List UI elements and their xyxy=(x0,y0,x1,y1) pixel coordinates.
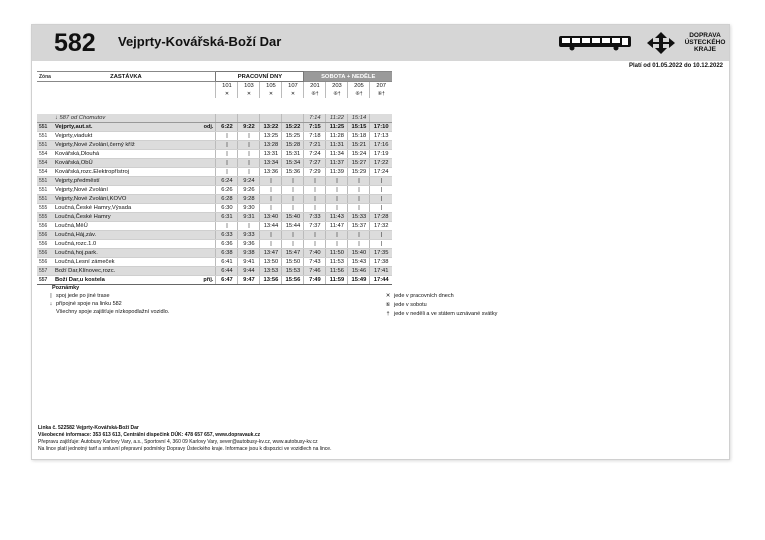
departure-time: 6:41 xyxy=(216,258,238,267)
connection-time xyxy=(370,114,392,123)
departure-time: 7:29 xyxy=(304,168,326,177)
departure-time: 11:43 xyxy=(326,213,348,222)
notes-section xyxy=(46,284,169,316)
stop-name: Vejprty,předměstí xyxy=(53,177,199,186)
departure-time: | xyxy=(260,231,282,240)
departure-time: 17:38 xyxy=(370,258,392,267)
stop-flag: odj. xyxy=(199,123,216,132)
note-item xyxy=(46,300,169,308)
trip-number: 203 xyxy=(326,82,348,90)
departure-time: | xyxy=(370,195,392,204)
departure-time: 15:56 xyxy=(282,276,304,285)
departure-time: | xyxy=(370,204,392,213)
departure-time: | xyxy=(282,186,304,195)
departure-time: | xyxy=(326,186,348,195)
zone-cell: 554 xyxy=(37,150,53,159)
stop-flag xyxy=(199,177,216,186)
footer-line-name: Linka č. 522582 Vejprty-Kovářská-Boží Dar xyxy=(38,425,139,431)
trip-number: 107 xyxy=(282,82,304,90)
departure-time: 17:44 xyxy=(370,276,392,285)
departure-time: 9:30 xyxy=(238,204,260,213)
departure-time: 17:10 xyxy=(370,123,392,132)
departure-time: | xyxy=(348,177,370,186)
stop-flag: příj. xyxy=(199,276,216,285)
trip-codes-row xyxy=(37,90,392,98)
departure-time: 13:22 xyxy=(260,123,282,132)
stop-name: Boží Dar,u kostela xyxy=(53,276,199,285)
departure-time: 9:33 xyxy=(238,231,260,240)
weekday-icon: ✕ xyxy=(385,293,391,299)
operator-name xyxy=(678,32,732,53)
departure-time: 15:40 xyxy=(348,249,370,258)
zone-cell: 556 xyxy=(37,240,53,249)
zone-cell: 557 xyxy=(37,276,53,285)
table-row xyxy=(37,168,392,177)
legend-item xyxy=(382,301,497,310)
table-row xyxy=(37,123,392,132)
stop-name: Loučná,Háj,záv. xyxy=(53,231,199,240)
departure-time: | xyxy=(216,132,238,141)
legend-text: jede v sobotu xyxy=(394,302,427,308)
connection-time xyxy=(260,114,282,123)
departure-time: 13:47 xyxy=(260,249,282,258)
departure-time: | xyxy=(260,195,282,204)
departure-time: 6:38 xyxy=(216,249,238,258)
stop-name: Vejprty,aut.st. xyxy=(53,123,199,132)
bus-icon xyxy=(558,35,632,51)
departure-time: 13:40 xyxy=(260,213,282,222)
connection-time: 11:22 xyxy=(326,114,348,123)
departure-time: 7:43 xyxy=(304,258,326,267)
legend-text: jede v pracovních dnech xyxy=(394,293,454,299)
departure-time: 6:30 xyxy=(216,204,238,213)
zone-cell: 551 xyxy=(37,123,53,132)
connection-note: ↓ 587 od Chomutov xyxy=(53,114,199,123)
departure-time: | xyxy=(348,204,370,213)
stop-flag xyxy=(199,213,216,222)
departure-time: 11:47 xyxy=(326,222,348,231)
departure-time: 9:38 xyxy=(238,249,260,258)
stop-name: Loučná,České Hamry xyxy=(53,213,199,222)
operator-line-1: DOPRAVA xyxy=(689,32,721,39)
departure-time: 17:28 xyxy=(370,213,392,222)
departure-time: 17:35 xyxy=(370,249,392,258)
legend-section xyxy=(382,292,497,319)
departure-time: 17:41 xyxy=(370,267,392,276)
zone-cell: 555 xyxy=(37,204,53,213)
departure-time: 6:47 xyxy=(216,276,238,285)
departure-time: 15:18 xyxy=(348,132,370,141)
note-text: Všechny spoje zajišťuje nízkopodlažní vozidlo. xyxy=(56,309,170,315)
departure-time: | xyxy=(370,231,392,240)
departure-time: 13:25 xyxy=(260,132,282,141)
departure-time: | xyxy=(216,150,238,159)
stop-name: Kovářská,ObÚ xyxy=(53,159,199,168)
zone-cell: 556 xyxy=(37,231,53,240)
line-number: 582 xyxy=(54,29,96,57)
zone-cell: 554 xyxy=(37,168,53,177)
note-text: přípojné spoje na linku 582 xyxy=(56,301,122,307)
departure-time: 7:27 xyxy=(304,159,326,168)
departure-time: 15:43 xyxy=(348,258,370,267)
departure-time: | xyxy=(238,141,260,150)
timetable-page xyxy=(31,24,730,460)
departure-time: 15:53 xyxy=(282,267,304,276)
departure-time: 17:32 xyxy=(370,222,392,231)
connection-time xyxy=(216,114,238,123)
table-row xyxy=(37,177,392,186)
saturday-icon: ⑥ xyxy=(385,302,391,308)
zone-cell: 551 xyxy=(37,195,53,204)
footer-info xyxy=(38,425,331,453)
departure-time: 15:25 xyxy=(282,132,304,141)
connection-time: 15:14 xyxy=(348,114,370,123)
zone-cell: 556 xyxy=(37,222,53,231)
departure-time: 6:31 xyxy=(216,213,238,222)
legend-item xyxy=(382,310,497,319)
table-row xyxy=(37,141,392,150)
table-row xyxy=(37,222,392,231)
connection-time xyxy=(282,114,304,123)
legend-item xyxy=(382,292,497,301)
departure-time: | xyxy=(326,240,348,249)
departure-time: | xyxy=(238,222,260,231)
trip-number: 101 xyxy=(216,82,238,90)
footer-tariff: Na lince platí jednotný tarif a smluvní přepravní podmínky Dopravy Ústeckého kraje. Informace jsou k dispozici ve vozidlech na lince. xyxy=(38,446,332,452)
departure-time: | xyxy=(326,177,348,186)
timetable-header xyxy=(37,72,392,82)
departure-time: 13:44 xyxy=(260,222,282,231)
departure-time: 6:36 xyxy=(216,240,238,249)
departure-time: 15:27 xyxy=(348,159,370,168)
departure-time: | xyxy=(326,204,348,213)
departure-time: | xyxy=(304,195,326,204)
departure-time: 15:47 xyxy=(282,249,304,258)
stop-name: Loučná,rozc.1.0 xyxy=(53,240,199,249)
table-row xyxy=(37,258,392,267)
departure-time: 13:34 xyxy=(260,159,282,168)
zone-cell: 556 xyxy=(37,258,53,267)
departure-time: 15:40 xyxy=(282,213,304,222)
trip-code: ⑥† xyxy=(348,90,370,98)
departure-time: | xyxy=(282,177,304,186)
departure-time: | xyxy=(260,177,282,186)
connection-time: 7:14 xyxy=(304,114,326,123)
departure-time: 11:50 xyxy=(326,249,348,258)
departure-time: | xyxy=(238,132,260,141)
trip-number: 105 xyxy=(260,82,282,90)
departure-time: 6:44 xyxy=(216,267,238,276)
stop-name: Loučná,Lesní zámeček xyxy=(53,258,199,267)
connection-row xyxy=(37,114,392,123)
validity-text: Platí od 01.05.2022 do 10.12.2022 xyxy=(628,63,723,69)
departure-time: 11:53 xyxy=(326,258,348,267)
departure-time: 9:41 xyxy=(238,258,260,267)
departure-time: | xyxy=(304,177,326,186)
departure-time: | xyxy=(370,186,392,195)
departure-time: | xyxy=(282,195,304,204)
departure-time: 15:37 xyxy=(348,222,370,231)
departure-time: | xyxy=(370,177,392,186)
departure-time: 15:22 xyxy=(282,123,304,132)
departure-time: 17:22 xyxy=(370,159,392,168)
departure-time: 9:24 xyxy=(238,177,260,186)
departure-time: | xyxy=(304,204,326,213)
departure-time: 7:40 xyxy=(304,249,326,258)
departure-time: | xyxy=(304,231,326,240)
zone-cell: 554 xyxy=(37,159,53,168)
departure-time: 17:13 xyxy=(370,132,392,141)
stop-flag xyxy=(199,267,216,276)
stop-flag xyxy=(199,195,216,204)
departure-time: 9:44 xyxy=(238,267,260,276)
departure-time: 11:25 xyxy=(326,123,348,132)
departure-time: 7:15 xyxy=(304,123,326,132)
departure-time: 15:44 xyxy=(282,222,304,231)
departure-time: 15:15 xyxy=(348,123,370,132)
departure-time: 15:24 xyxy=(348,150,370,159)
table-row xyxy=(37,231,392,240)
table-row xyxy=(37,249,392,258)
departure-time: 7:33 xyxy=(304,213,326,222)
stop-flag xyxy=(199,150,216,159)
stop-flag xyxy=(199,222,216,231)
footer-carrier: Přepravu zajišťuje: Autobusy Karlovy Vary, a.s., Sportovní 4, 360 09 Karlovy Vary, sever@autobusy-kv.cz, www.autobusy-kv.cz xyxy=(38,439,318,445)
zone-cell: 551 xyxy=(37,141,53,150)
stop-flag xyxy=(199,231,216,240)
departure-time: | xyxy=(216,159,238,168)
zone-cell: 551 xyxy=(37,177,53,186)
zone-header: Zóna xyxy=(39,73,51,80)
stop-header: ZASTÁVKA xyxy=(53,72,199,82)
zone-cell: 556 xyxy=(37,249,53,258)
stop-flag xyxy=(199,258,216,267)
departure-time: 7:18 xyxy=(304,132,326,141)
weekend-header: SOBOTA + NEDĚLE xyxy=(304,72,392,82)
departure-time: 13:31 xyxy=(260,150,282,159)
trip-code: ✕ xyxy=(216,90,238,98)
departure-time: 15:46 xyxy=(348,267,370,276)
departure-time: | xyxy=(348,231,370,240)
departure-time: 15:34 xyxy=(282,159,304,168)
departure-time: 13:50 xyxy=(260,258,282,267)
departure-time: 6:26 xyxy=(216,186,238,195)
trip-code: ✕ xyxy=(282,90,304,98)
trip-code: ⑥† xyxy=(304,90,326,98)
departure-time: 17:24 xyxy=(370,168,392,177)
departure-time: 7:24 xyxy=(304,150,326,159)
operator-logo-icon xyxy=(646,31,676,55)
departure-time: 17:19 xyxy=(370,150,392,159)
departure-time: 15:29 xyxy=(348,168,370,177)
departure-time: 11:59 xyxy=(326,276,348,285)
departure-time: 15:21 xyxy=(348,141,370,150)
operator-line-3: KRAJE xyxy=(693,46,717,53)
table-row xyxy=(37,195,392,204)
departure-time: 11:39 xyxy=(326,168,348,177)
trip-number: 207 xyxy=(370,82,392,90)
stop-rows xyxy=(37,123,392,285)
notes-title: Poznámky xyxy=(52,285,80,291)
stop-name: Vejprty,viadukt xyxy=(53,132,199,141)
departure-time: | xyxy=(260,204,282,213)
table-row xyxy=(37,204,392,213)
departure-time: | xyxy=(238,159,260,168)
departure-time: 11:37 xyxy=(326,159,348,168)
table-row xyxy=(37,150,392,159)
table-row xyxy=(37,267,392,276)
departure-time: 6:28 xyxy=(216,195,238,204)
departure-time: 13:28 xyxy=(260,141,282,150)
departure-time: 9:28 xyxy=(238,195,260,204)
departure-time: | xyxy=(216,222,238,231)
stop-flag xyxy=(199,141,216,150)
zone-cell: 551 xyxy=(37,186,53,195)
stop-flag xyxy=(199,249,216,258)
stop-name: Vejprty,Nové Zvolání,KOVO xyxy=(53,195,199,204)
departure-time: 7:46 xyxy=(304,267,326,276)
departure-time: 7:49 xyxy=(304,276,326,285)
departure-time: 15:36 xyxy=(282,168,304,177)
departure-time: 11:34 xyxy=(326,150,348,159)
departure-time: | xyxy=(260,240,282,249)
departure-time: | xyxy=(348,240,370,249)
departure-time: | xyxy=(216,168,238,177)
stop-flag xyxy=(199,159,216,168)
stop-name: Loučná,hoj.park. xyxy=(53,249,199,258)
legend-text: jede v neděli a ve státem uznávané svátky xyxy=(394,311,498,317)
departure-time: | xyxy=(326,231,348,240)
departure-time: | xyxy=(282,240,304,249)
stop-flag xyxy=(199,168,216,177)
departure-time: 15:33 xyxy=(348,213,370,222)
table-row xyxy=(37,132,392,141)
departure-time: | xyxy=(326,195,348,204)
timetable xyxy=(37,71,392,285)
departure-time: 9:31 xyxy=(238,213,260,222)
departure-time: 11:56 xyxy=(326,267,348,276)
trip-number: 103 xyxy=(238,82,260,90)
trip-code: ⑥† xyxy=(370,90,392,98)
trip-code: ⑥† xyxy=(326,90,348,98)
stop-flag xyxy=(199,186,216,195)
departure-time: 9:47 xyxy=(238,276,260,285)
departure-time: | xyxy=(370,240,392,249)
table-row xyxy=(37,186,392,195)
route-title: Vejprty-Kovářská-Boží Dar xyxy=(118,34,282,49)
departure-time: 9:26 xyxy=(238,186,260,195)
stop-flag xyxy=(199,240,216,249)
note-item xyxy=(46,308,169,316)
departure-time: 13:36 xyxy=(260,168,282,177)
departure-time: | xyxy=(304,240,326,249)
operator-line-2: ÚSTECKÉHO xyxy=(684,39,726,46)
stop-name: Boží Dar,Klínovec,rozc. xyxy=(53,267,199,276)
footer-contact: Všeobecné informace: 353 613 613, Centrální dispečink DÚK: 478 657 657, www.dopravauk.cz xyxy=(38,432,261,438)
departure-time: | xyxy=(282,231,304,240)
stop-name: Loučná,České Hamry,Výsada xyxy=(53,204,199,213)
departure-time: 15:28 xyxy=(282,141,304,150)
departure-time: 15:49 xyxy=(348,276,370,285)
departure-time: 9:36 xyxy=(238,240,260,249)
table-row xyxy=(37,159,392,168)
stop-flag xyxy=(199,132,216,141)
stop-name: Kovářská,Dlouhá xyxy=(53,150,199,159)
departure-time: 11:31 xyxy=(326,141,348,150)
stop-name: Vejprty,Nové Zvolání,černý kříž xyxy=(53,141,199,150)
departure-time: 17:16 xyxy=(370,141,392,150)
trip-number: 201 xyxy=(304,82,326,90)
departure-time: | xyxy=(304,186,326,195)
departure-time: 9:22 xyxy=(238,123,260,132)
departure-time: 6:33 xyxy=(216,231,238,240)
departure-time: | xyxy=(348,186,370,195)
note-symbol: | xyxy=(50,293,52,299)
departure-time: | xyxy=(216,141,238,150)
trip-code: ✕ xyxy=(260,90,282,98)
stop-name: Loučná,MěÚ xyxy=(53,222,199,231)
zone-cell: 551 xyxy=(37,132,53,141)
trip-numbers-row xyxy=(37,82,392,90)
zone-cell: 557 xyxy=(37,267,53,276)
weekday-header: PRACOVNÍ DNY xyxy=(216,72,304,82)
departure-time: 15:31 xyxy=(282,150,304,159)
departure-time: | xyxy=(282,204,304,213)
table-row xyxy=(37,213,392,222)
departure-time: | xyxy=(238,168,260,177)
departure-time: 6:24 xyxy=(216,177,238,186)
departure-time: 11:28 xyxy=(326,132,348,141)
note-symbol: ↓ xyxy=(49,301,53,307)
departure-time: 13:53 xyxy=(260,267,282,276)
departure-time: | xyxy=(260,186,282,195)
departure-time: | xyxy=(348,195,370,204)
departure-time: 6:22 xyxy=(216,123,238,132)
note-item xyxy=(46,292,169,300)
stop-name: Vejprty,Nové Zvolání xyxy=(53,186,199,195)
trip-code: ✕ xyxy=(238,90,260,98)
header-bar xyxy=(32,25,729,61)
sunday-icon: † xyxy=(386,311,390,317)
departure-time: | xyxy=(238,150,260,159)
trip-number: 205 xyxy=(348,82,370,90)
departure-time: 7:37 xyxy=(304,222,326,231)
connection-time xyxy=(238,114,260,123)
departure-time: 13:56 xyxy=(260,276,282,285)
departure-time: 15:50 xyxy=(282,258,304,267)
departure-time: 7:21 xyxy=(304,141,326,150)
zone-cell: 555 xyxy=(37,213,53,222)
table-row xyxy=(37,240,392,249)
note-text: spoj jede po jiné trase xyxy=(56,293,110,299)
stop-flag xyxy=(199,204,216,213)
stop-name: Kovářská,rozc.Elektropřístroj xyxy=(53,168,199,177)
